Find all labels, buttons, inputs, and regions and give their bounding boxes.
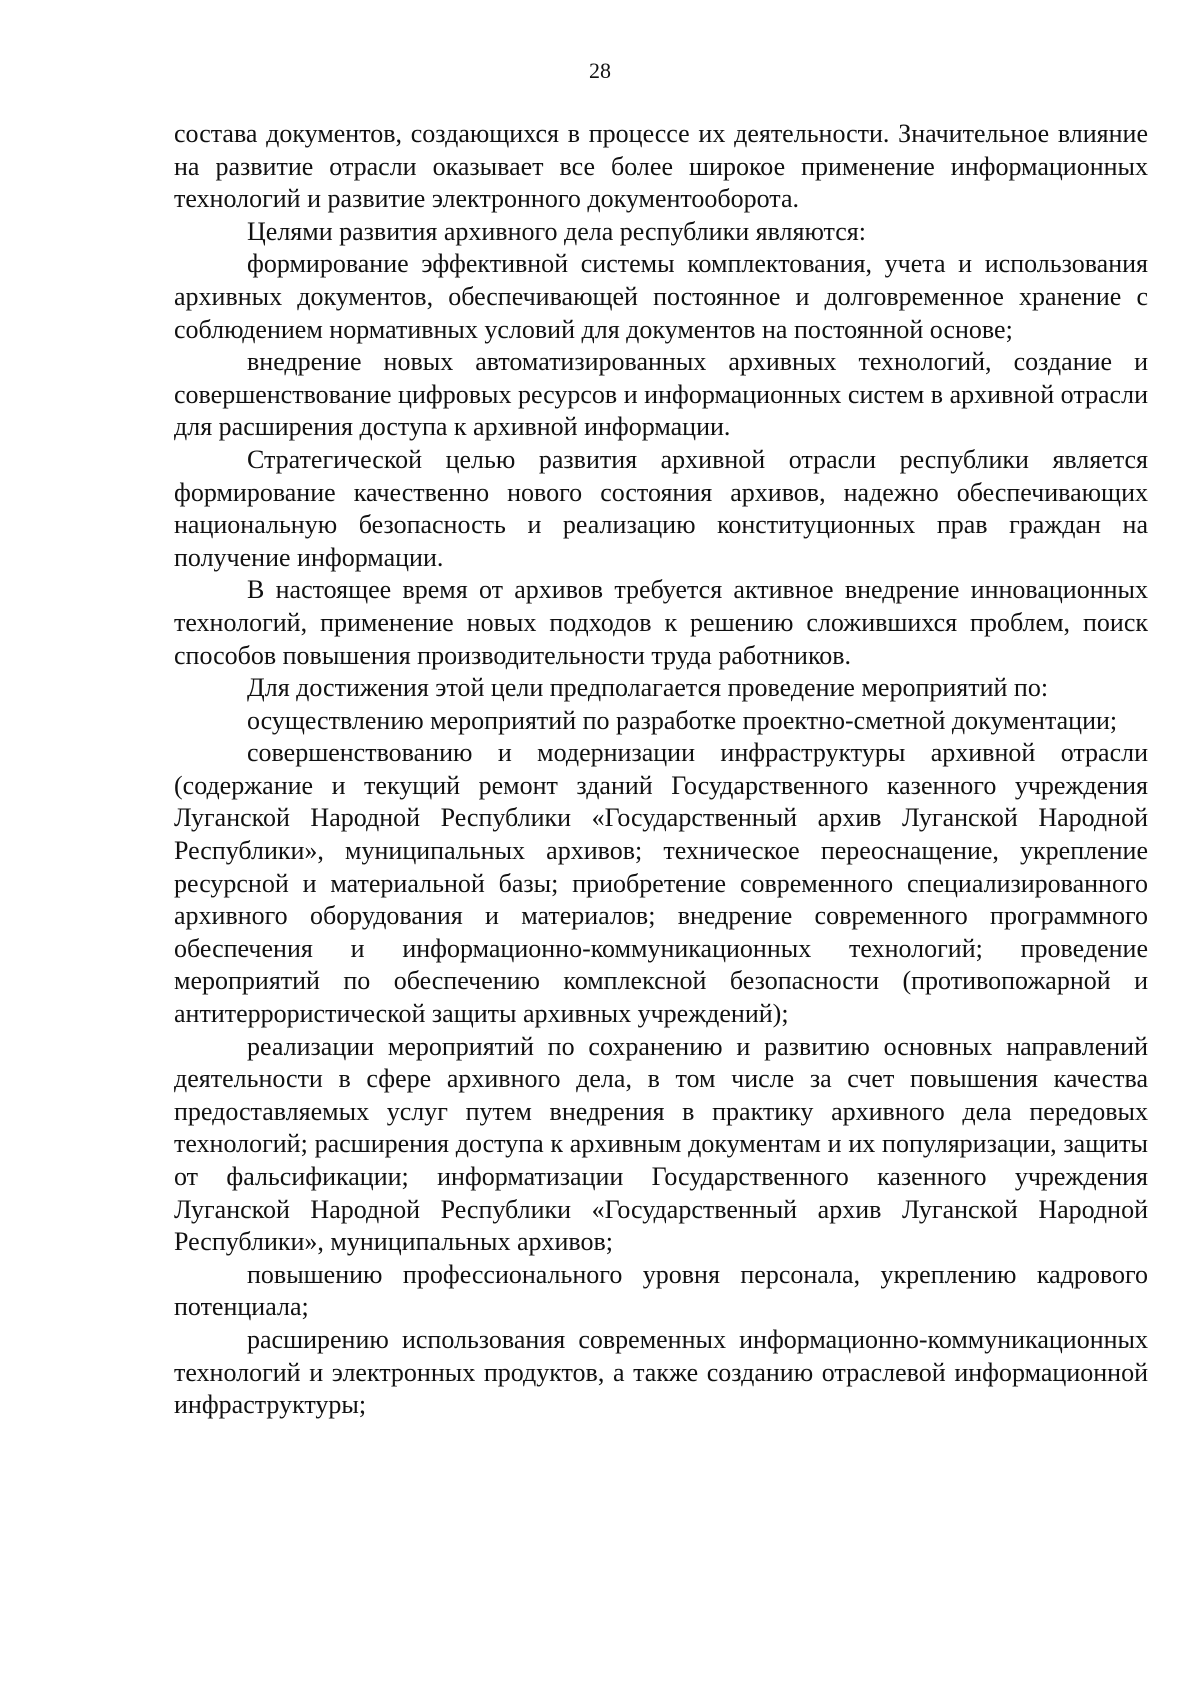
- paragraph-measure-preservation: реализации мероприятий по сохранению и развитию основных направлений деятельности в сфере архивного дела, в том числе за счет повышения качества предоставляемых услуг путем внедрения в практику архивного дела передовых технологий; расширения доступа к архивным документам и их популяризации, защиты от фальсификации; информатизации Государственного казенного учреждения Луганской Народной Республики «Государственный архив Луганской Народной Республики», муниципальных архивов;: [174, 1031, 1148, 1257]
- document-body: [174, 118, 1148, 1422]
- paragraph-measures-intro: Для достижения этой цели предполагается проведение мероприятий по:: [247, 673, 1049, 703]
- paragraph-measure-infrastructure: совершенствованию и модернизации инфраструктуры архивной отрасли (содержание и текущий ремонт зданий Государственного казенного учреждения Луганской Народной Республики «Государственный архив Луганской Народной Республики», муниципальных архивов; техническое переоснащение, укрепление ресурсной и материальной базы; приобретение современного специализированного архивного оборудования и материалов; внедрение современного программного обеспечения и информационно-коммуникационных технологий; проведение мероприятий по обеспечению комплексной безопасности (противопожарной и антитеррористической защиты архивных учреждений);: [174, 738, 1148, 1029]
- paragraph-current-requirements: В настоящее время от архивов требуется активное внедрение инновационных технологий, применение новых подходов к решению сложившихся проблем, поиск способов повышения производительности труда работников.: [174, 575, 1148, 670]
- page-number: 28: [589, 58, 611, 83]
- paragraph-goals-intro: Целями развития архивного дела республики являются:: [247, 216, 866, 246]
- paragraph-continuation: состава документов, создающихся в процессе их деятельности. Значительное влияние на развитие отрасли оказывает все более широкое применение информационных технологий и развитие электронного документооборота.: [174, 119, 1148, 214]
- paragraph-goal-formation: формирование эффективной системы комплектования, учета и использования архивных документов, обеспечивающей постоянное и долговременное хранение с соблюдением нормативных условий для документов на постоянной основе;: [174, 249, 1148, 344]
- paragraph-measure-personnel: повышению профессионального уровня персонала, укреплению кадрового потенциала;: [174, 1259, 1148, 1322]
- paragraph-goal-automation: внедрение новых автоматизированных архивных технологий, создание и совершенствование цифровых ресурсов и информационных систем в архивной отрасли для расширения доступа к архивной информации.: [174, 347, 1148, 442]
- paragraph-measure-ict: расширению использования современных информационно-коммуникационных технологий и электронных продуктов, а также созданию отраслевой информационной инфраструктуры;: [174, 1324, 1148, 1420]
- paragraph-measure-design: осуществлению мероприятий по разработке проектно-сметной документации;: [247, 705, 1118, 735]
- paragraph-strategic-goal: Стратегической целью развития архивной отрасли республики является формирование качественно нового состояния архивов, надежно обеспечивающих национальную безопасность и реализацию конституционных прав граждан на получение информации.: [174, 444, 1148, 572]
